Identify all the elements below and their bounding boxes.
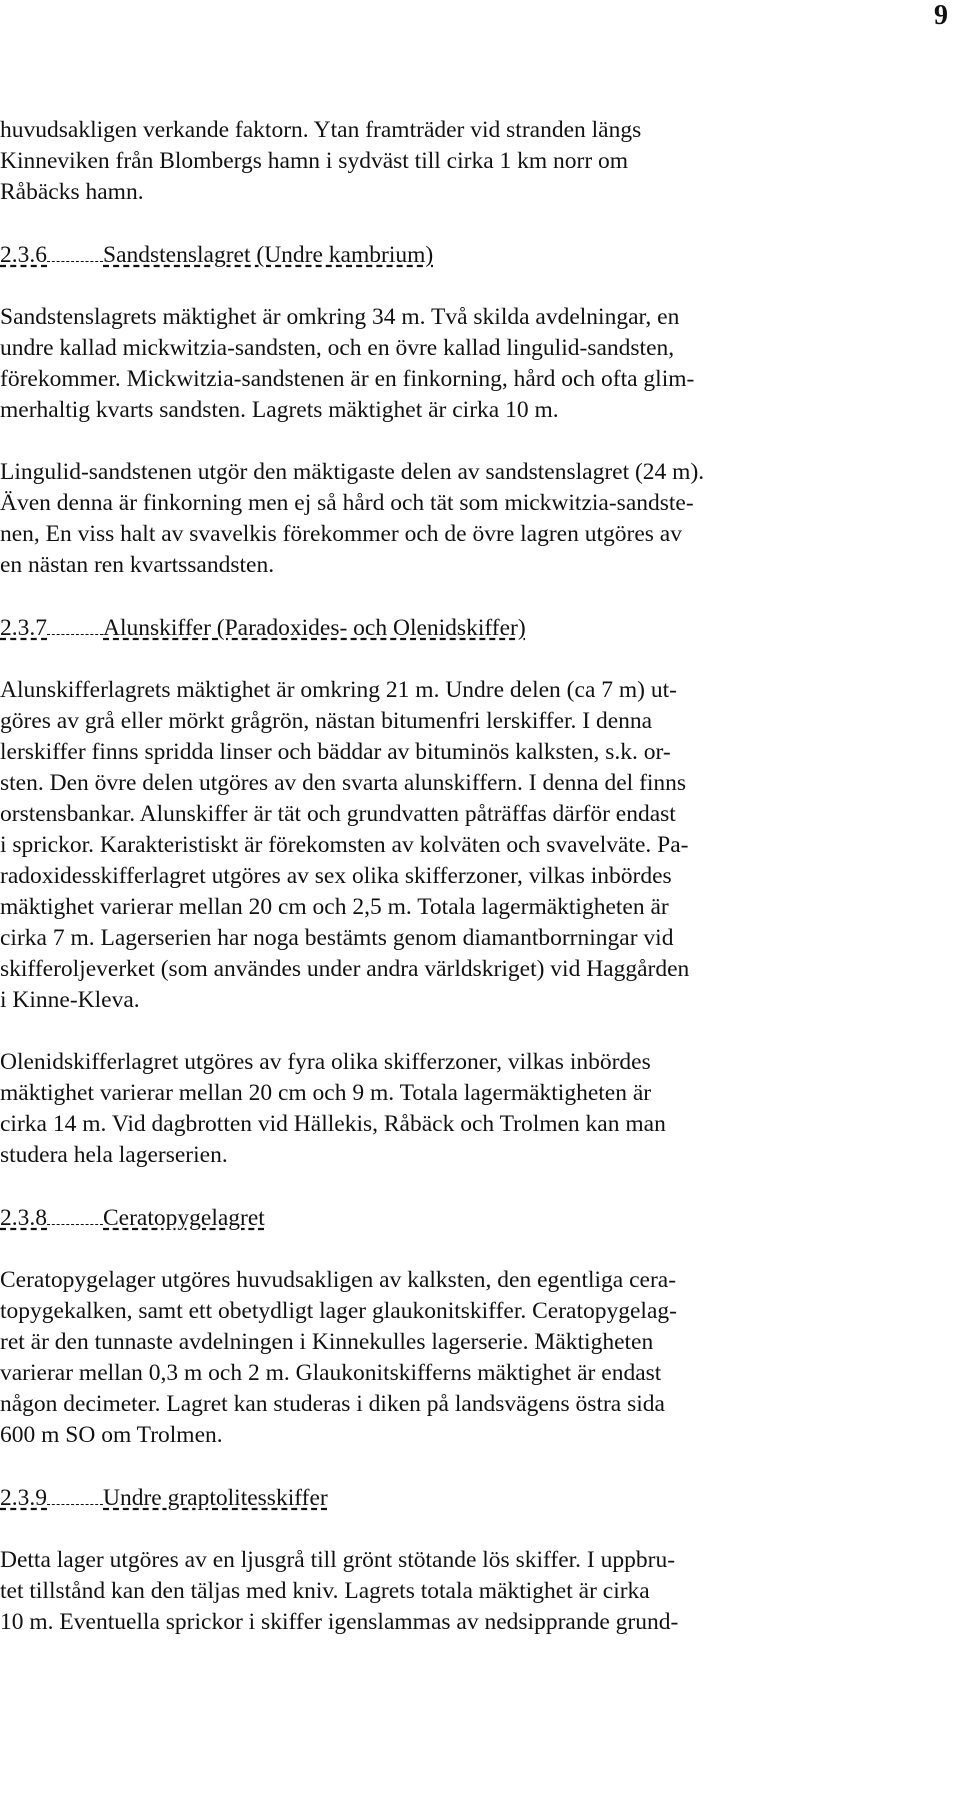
text-line: merhaltig kvarts sandsten. Lagrets mäktighet är cirka 10 m. bbox=[0, 397, 559, 423]
section-title: Ceratopygelagret bbox=[103, 1205, 265, 1231]
text-line: Ceratopygelager utgöres huvudsakligen av kalksten, den egentliga cera- bbox=[0, 1267, 677, 1293]
text-line: förekommer. Mickwitzia-sandstenen är en finkorning, hård och ofta glim- bbox=[0, 366, 695, 392]
text-line: en nästan ren kvartssandsten. bbox=[0, 552, 275, 578]
paragraph-gap bbox=[0, 426, 960, 457]
text-line: studera hela lagerserien. bbox=[0, 1142, 228, 1168]
text-line: Kinneviken från Blombergs hamn i sydväst till cirka 1 km norr om bbox=[0, 148, 629, 174]
text-line: huvudsakligen verkande faktorn. Ytan framträder vid stranden längs bbox=[0, 117, 642, 143]
paragraph-gap bbox=[0, 208, 960, 239]
text-line: cirka 14 m. Vid dagbrotten vid Hällekis, Råbäck och Trolmen kan man bbox=[0, 1111, 666, 1137]
text-line: Även denna är finkorning men ej så hård och tät som mickwitzia-sandste- bbox=[0, 490, 694, 516]
section-number: 2.3.8 bbox=[0, 1205, 47, 1231]
paragraph bbox=[0, 302, 960, 426]
text-line: radoxidesskifferlagret utgöres av sex olika skifferzoner, vilkas inbördes bbox=[0, 863, 672, 889]
text-line: Alunskifferlagrets mäktighet är omkring 21 m. Undre delen (ca 7 m) ut- bbox=[0, 677, 677, 703]
text-line: lerskiffer finns spridda linser och bäddar av bituminös kalksten, s.k. or- bbox=[0, 739, 671, 765]
text-line: Råbäcks hamn. bbox=[0, 179, 144, 205]
text-line: nen, En viss halt av svavelkis förekommer och de övre lagren utgöres av bbox=[0, 521, 682, 547]
text-line: undre kallad mickwitzia-sandsten, och en övre kallad lingulid-sandsten, bbox=[0, 335, 675, 361]
text-line: i sprickor. Karakteristiskt är förekomsten av kolväten och svavelväte. Pa- bbox=[0, 832, 689, 858]
section-title: Sandstenslagret (Undre kambrium) bbox=[103, 242, 434, 268]
paragraph bbox=[0, 1545, 960, 1638]
text-line: Detta lager utgöres av en ljusgrå till grönt stötande lös skiffer. I uppbru- bbox=[0, 1547, 676, 1573]
paragraph-gap bbox=[0, 1451, 960, 1482]
section-title: Undre graptolitesskiffer bbox=[103, 1485, 328, 1511]
paragraph bbox=[0, 457, 960, 581]
paragraph-gap bbox=[0, 1514, 960, 1545]
text-line: Lingulid-sandstenen utgör den mäktigaste delen av sandstenslagret (24 m). bbox=[0, 459, 705, 485]
paragraph bbox=[0, 1265, 960, 1451]
section-number: 2.3.6 bbox=[0, 242, 47, 268]
paragraph bbox=[0, 1047, 960, 1171]
text-line: varierar mellan 0,3 m och 2 m. Glaukonitskifferns mäktighet är endast bbox=[0, 1360, 662, 1386]
text-line: topygekalken, samt ett obetydligt lager glaukonitskiffer. Ceratopygelag- bbox=[0, 1298, 677, 1324]
heading-tab-leader bbox=[47, 612, 103, 635]
section-number: 2.3.7 bbox=[0, 615, 47, 641]
paragraph-gap bbox=[0, 1016, 960, 1047]
text-line: cirka 7 m. Lagerserien har noga bestämts genom diamantborrningar vid bbox=[0, 925, 674, 951]
heading-tab-leader bbox=[47, 239, 103, 262]
section-heading bbox=[0, 1202, 960, 1234]
text-line: Sandstenslagrets mäktighet är omkring 34 m. Två skilda avdelningar, en bbox=[0, 304, 680, 330]
text-line: 10 m. Eventuella sprickor i skiffer igenslammas av nedsipprande grund- bbox=[0, 1609, 679, 1635]
text-line: någon decimeter. Lagret kan studeras i diken på landsvägens östra sida bbox=[0, 1391, 665, 1417]
section-heading bbox=[0, 1482, 960, 1514]
text-line: 600 m SO om Trolmen. bbox=[0, 1422, 223, 1448]
paragraph-gap bbox=[0, 1171, 960, 1202]
text-line: göres av grå eller mörkt grågrön, nästan bitumenfri lerskiffer. I denna bbox=[0, 708, 653, 734]
text-line: i Kinne-Kleva. bbox=[0, 987, 140, 1013]
paragraph-gap bbox=[0, 1234, 960, 1265]
section-heading bbox=[0, 612, 960, 644]
text-line: tet tillstånd kan den täljas med kniv. Lagrets totala mäktighet är cirka bbox=[0, 1578, 650, 1604]
section-title: Alunskiffer (Paradoxides- och Olenidskiffer) bbox=[103, 615, 526, 641]
text-line: Olenidskifferlagret utgöres av fyra olika skifferzoner, vilkas inbördes bbox=[0, 1049, 651, 1075]
text-line: sten. Den övre delen utgöres av den svarta alunskiffern. I denna del finns bbox=[0, 770, 687, 796]
paragraph-gap bbox=[0, 644, 960, 675]
paragraph bbox=[0, 675, 960, 1016]
heading-tab-leader bbox=[47, 1202, 103, 1225]
text-line: ret är den tunnaste avdelningen i Kinnekulles lagerserie. Mäktigheten bbox=[0, 1329, 654, 1355]
text-line: mäktighet varierar mellan 20 cm och 9 m. Totala lagermäktigheten är bbox=[0, 1080, 652, 1106]
paragraph bbox=[0, 115, 960, 208]
paragraph-gap bbox=[0, 581, 960, 612]
paragraph-gap bbox=[0, 271, 960, 302]
section-heading bbox=[0, 239, 960, 271]
text-line: orstensbankar. Alunskiffer är tät och grundvatten påträffas därför endast bbox=[0, 801, 676, 827]
text-line: mäktighet varierar mellan 20 cm och 2,5 m. Totala lagermäktigheten är bbox=[0, 894, 669, 920]
section-number: 2.3.9 bbox=[0, 1485, 47, 1511]
heading-tab-leader bbox=[47, 1482, 103, 1505]
text-line: skifferoljeverket (som användes under andra världskriget) vid Haggården bbox=[0, 956, 690, 982]
document-body bbox=[0, 115, 960, 1638]
page-number: 9 bbox=[934, 0, 948, 31]
